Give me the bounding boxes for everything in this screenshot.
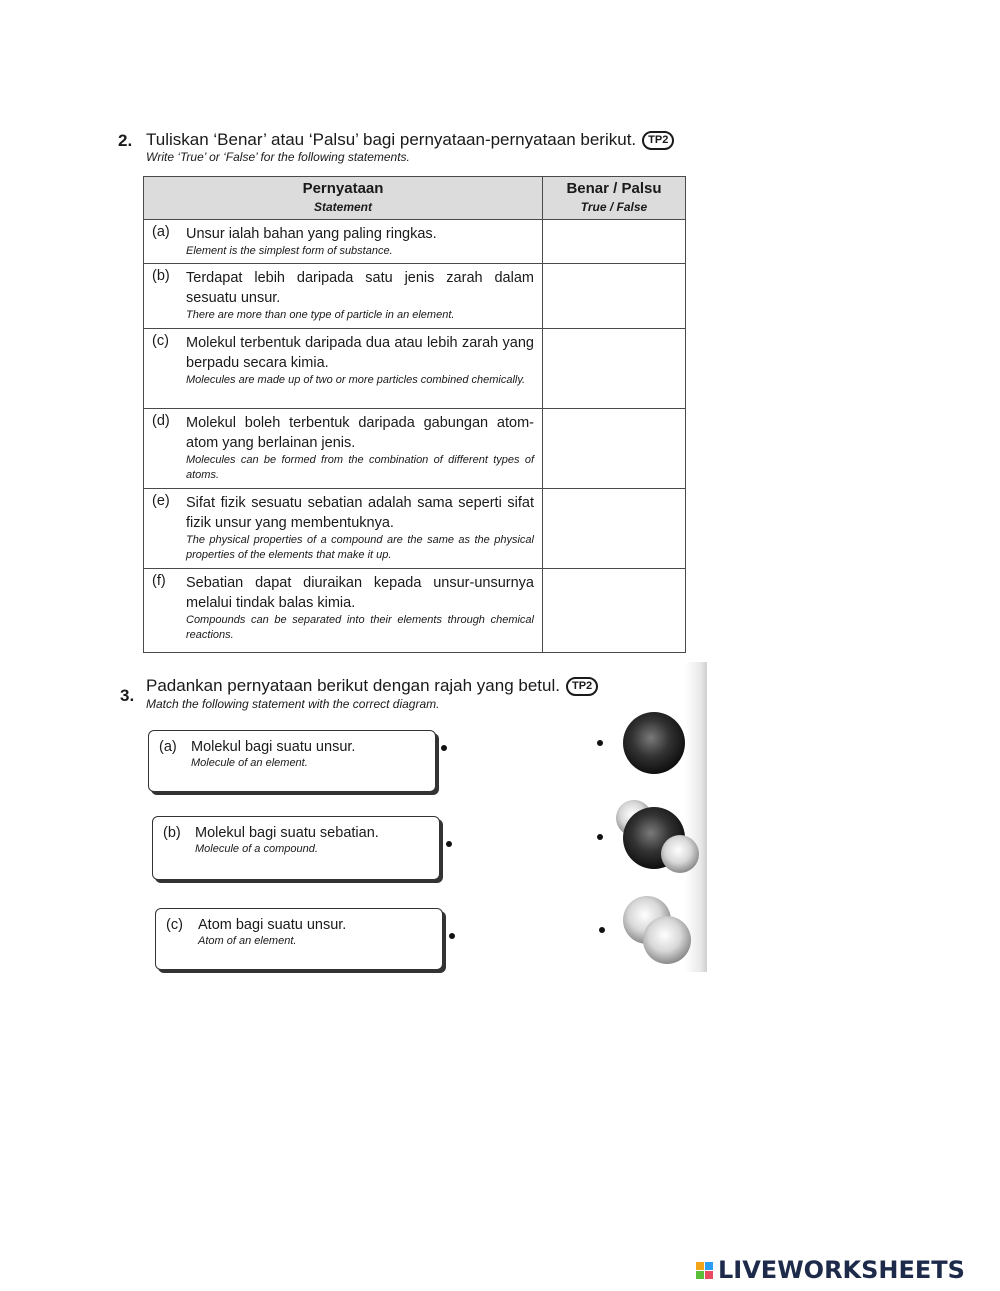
- table-row: [144, 329, 686, 409]
- row-letter: (a): [152, 224, 170, 240]
- table-row: [144, 264, 686, 329]
- answer-header: [543, 177, 686, 220]
- item-ms: Molekul bagi suatu sebatian.: [195, 825, 379, 841]
- true-false-table: [143, 176, 686, 653]
- statement-cell: [144, 329, 543, 409]
- question-2-subtitle: Write ‘True’ or ‘False’ for the following statements.: [146, 150, 410, 164]
- tp-badge: TP2: [566, 677, 598, 696]
- question-3-title-text: Padankan pernyataan berikut dengan rajah yang betul.: [146, 676, 560, 695]
- statement-ms: Unsur ialah bahan yang paling ringkas.: [186, 226, 437, 242]
- statement-header-en: Statement: [313, 200, 372, 214]
- answer-field-d[interactable]: [543, 409, 686, 489]
- statement-ms: Terdapat lebih daripada satu jenis zarah dalam sesuatu unsur.: [186, 270, 534, 306]
- answer-field-a[interactable]: [543, 220, 686, 264]
- statement-cell: [144, 489, 543, 569]
- statement-en: Compounds can be separated into their elements through chemical reactions.: [186, 614, 534, 641]
- item-letter: (a): [159, 739, 177, 755]
- statement-cell: [144, 569, 543, 653]
- item-letter: (c): [166, 917, 183, 933]
- item-ms: Molekul bagi suatu unsur.: [191, 739, 356, 755]
- statement-ms: Molekul boleh terbentuk daripada gabungan atom-atom yang berlainan jenis.: [186, 415, 534, 451]
- statement-cell: [144, 220, 543, 264]
- logo-text: LIVEWORKSHEETS: [718, 1256, 965, 1284]
- logo-cubes-icon: [696, 1262, 713, 1279]
- match-dot-left-b[interactable]: [446, 841, 452, 847]
- question-3-number: 3.: [120, 686, 135, 705]
- table-row: [144, 409, 686, 489]
- diagram-compound-molecule: [608, 796, 704, 876]
- answer-field-b[interactable]: [543, 264, 686, 329]
- row-letter: (b): [152, 268, 170, 284]
- match-item-a[interactable]: [148, 730, 436, 792]
- item-en: Molecule of a compound.: [195, 843, 318, 855]
- match-dot-left-c[interactable]: [449, 933, 455, 939]
- item-ms: Atom bagi suatu unsur.: [198, 917, 347, 933]
- row-letter: (c): [152, 333, 169, 349]
- question-3-subtitle: Match the following statement with the correct diagram.: [146, 697, 440, 711]
- row-letter: (f): [152, 573, 166, 589]
- statement-header-ms: Pernyataan: [302, 180, 384, 197]
- item-en: Atom of an element.: [198, 935, 297, 947]
- item-en: Molecule of an element.: [191, 757, 308, 769]
- match-dot-left-a[interactable]: [441, 745, 447, 751]
- table-row: [144, 220, 686, 264]
- answer-field-c[interactable]: [543, 329, 686, 409]
- statement-en: There are more than one type of particle in an element.: [186, 309, 455, 321]
- match-dot-right-2[interactable]: [597, 834, 603, 840]
- answer-field-f[interactable]: [543, 569, 686, 653]
- match-dot-right-3[interactable]: [599, 927, 605, 933]
- answer-header-en: True / False: [580, 200, 648, 214]
- liveworksheets-logo: [696, 1256, 965, 1284]
- question-2-title: [146, 130, 674, 150]
- statement-en: Molecules can be formed from the combination of different types of atoms.: [186, 454, 534, 481]
- statement-en: The physical properties of a compound are the same as the physical properties of the elements that make it up.: [186, 534, 534, 561]
- item-letter: (b): [163, 825, 181, 841]
- table-header-row: [144, 177, 686, 220]
- table-row: [144, 489, 686, 569]
- statement-cell: [144, 409, 543, 489]
- statement-ms: Sifat fizik sesuatu sebatian adalah sama seperti sifat fizik unsur yang membentuknya.: [186, 495, 534, 531]
- diagram-two-light-atoms: [617, 892, 697, 968]
- match-item-c[interactable]: [155, 908, 443, 970]
- diagram-single-dark-atom: [620, 708, 690, 778]
- statement-header: [144, 177, 543, 220]
- question-2-number: 2.: [118, 131, 133, 150]
- answer-field-e[interactable]: [543, 489, 686, 569]
- row-letter: (e): [152, 493, 170, 509]
- answer-header-ms: Benar / Palsu: [566, 180, 662, 197]
- statement-en: Element is the simplest form of substance.: [186, 245, 393, 257]
- table-row: [144, 569, 686, 653]
- question-3-title: [146, 676, 598, 696]
- statement-ms: Sebatian dapat diuraikan kepada unsur-unsurnya melalui tindak balas kimia.: [186, 575, 534, 611]
- match-item-b[interactable]: [152, 816, 440, 880]
- row-letter: (d): [152, 413, 170, 429]
- statement-en: Molecules are made up of two or more particles combined chemically.: [186, 374, 526, 386]
- statement-cell: [144, 264, 543, 329]
- statement-ms: Molekul terbentuk daripada dua atau lebih zarah yang berpadu secara kimia.: [186, 335, 534, 371]
- tp-badge: TP2: [642, 131, 674, 150]
- match-dot-right-1[interactable]: [597, 740, 603, 746]
- question-2-title-text: Tuliskan ‘Benar’ atau ‘Palsu’ bagi pernyataan-pernyataan berikut.: [146, 130, 637, 149]
